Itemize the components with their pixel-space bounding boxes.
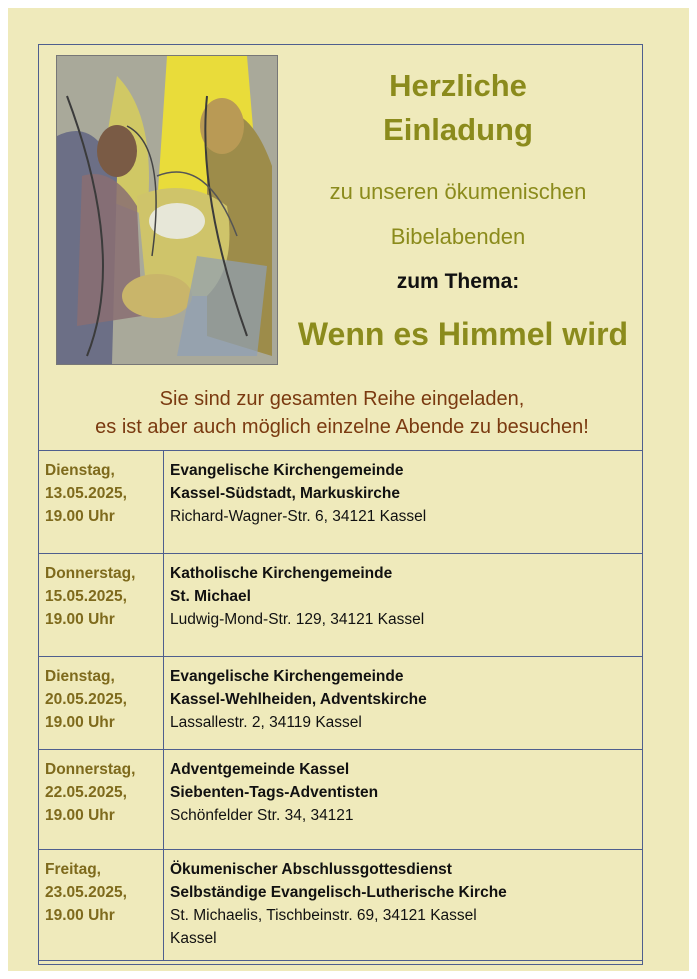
event-address: St. Michaelis, Tischbeinstr. 69, 34121 Kassel: [170, 907, 477, 924]
invitation-line1: Sie sind zur gesamten Reihe eingeladen,: [159, 388, 525, 410]
heading-line1: Herzliche: [389, 68, 527, 103]
event-location: Selbständige Evangelisch-Lutherische Kirche: [170, 884, 507, 901]
painting-icon: [56, 55, 278, 365]
event-address: Ludwig-Mond-Str. 129, 34121 Kassel: [170, 611, 425, 628]
event-address-line2: Kassel: [170, 930, 217, 947]
event-location: Siebenten-Tags-Adventisten: [170, 784, 379, 801]
event-org: Evangelische Kirchengemeinde: [170, 668, 404, 685]
event-date-cell: [39, 451, 164, 554]
event-org: Katholische Kirchengemeinde: [170, 565, 393, 582]
subtitle-line2: Bibelabenden: [390, 224, 526, 249]
event-address: Richard-Wagner-Str. 6, 34121 Kassel: [170, 508, 427, 525]
event-time: 19.00 Uhr: [45, 714, 115, 731]
event-day: Donnerstag,: [45, 565, 136, 582]
event-org: Ökumenischer Abschlussgottesdienst: [170, 861, 452, 878]
event-date: 22.05.2025,: [45, 784, 127, 801]
event-time: 19.00 Uhr: [45, 907, 115, 924]
event-date-cell: [39, 750, 164, 850]
event-date: 23.05.2025,: [45, 884, 127, 901]
event-date: 13.05.2025,: [45, 485, 127, 502]
event-location: St. Michael: [170, 588, 251, 605]
event-place-cell: [164, 451, 643, 554]
event-date-cell: [39, 554, 164, 657]
table-row: [39, 657, 643, 750]
event-location: Kassel-Wehlheiden, Adventskirche: [170, 691, 427, 708]
event-place-cell: [164, 850, 643, 961]
thema-label: zum Thema:: [396, 270, 520, 293]
event-date-cell: [39, 657, 164, 750]
event-date: 15.05.2025,: [45, 588, 127, 605]
table-row: [39, 451, 643, 554]
table-row: [39, 554, 643, 657]
event-time: 19.00 Uhr: [45, 508, 115, 525]
event-place-cell: [164, 750, 643, 850]
table-row: [39, 750, 643, 850]
event-time: 19.00 Uhr: [45, 611, 115, 628]
event-day: Donnerstag,: [45, 761, 136, 778]
event-date-cell: [39, 850, 164, 961]
event-day: Dienstag,: [45, 462, 115, 479]
event-day: Freitag,: [45, 861, 101, 878]
flyer-page: [8, 8, 689, 971]
heading-line2: Einladung: [383, 112, 533, 147]
event-address: Schönfelder Str. 34, 34121: [170, 807, 354, 824]
invitation-line2: es ist aber auch möglich einzelne Abende zu besuchen!: [95, 416, 589, 438]
event-date: 20.05.2025,: [45, 691, 127, 708]
event-day: Dienstag,: [45, 668, 115, 685]
event-org: Adventgemeinde Kassel: [170, 761, 350, 778]
event-place-cell: [164, 554, 643, 657]
event-place-cell: [164, 657, 643, 750]
subtitle-line1: zu unseren ökumenischen: [329, 179, 587, 204]
event-location: Kassel-Südstadt, Markuskirche: [170, 485, 401, 502]
event-title: Wenn es Himmel wird: [297, 316, 629, 352]
event-time: 19.00 Uhr: [45, 807, 115, 824]
table-row: [39, 850, 643, 961]
schedule-table: [38, 450, 643, 961]
event-address: Lassallestr. 2, 34119 Kassel: [170, 714, 362, 731]
event-org: Evangelische Kirchengemeinde: [170, 462, 404, 479]
